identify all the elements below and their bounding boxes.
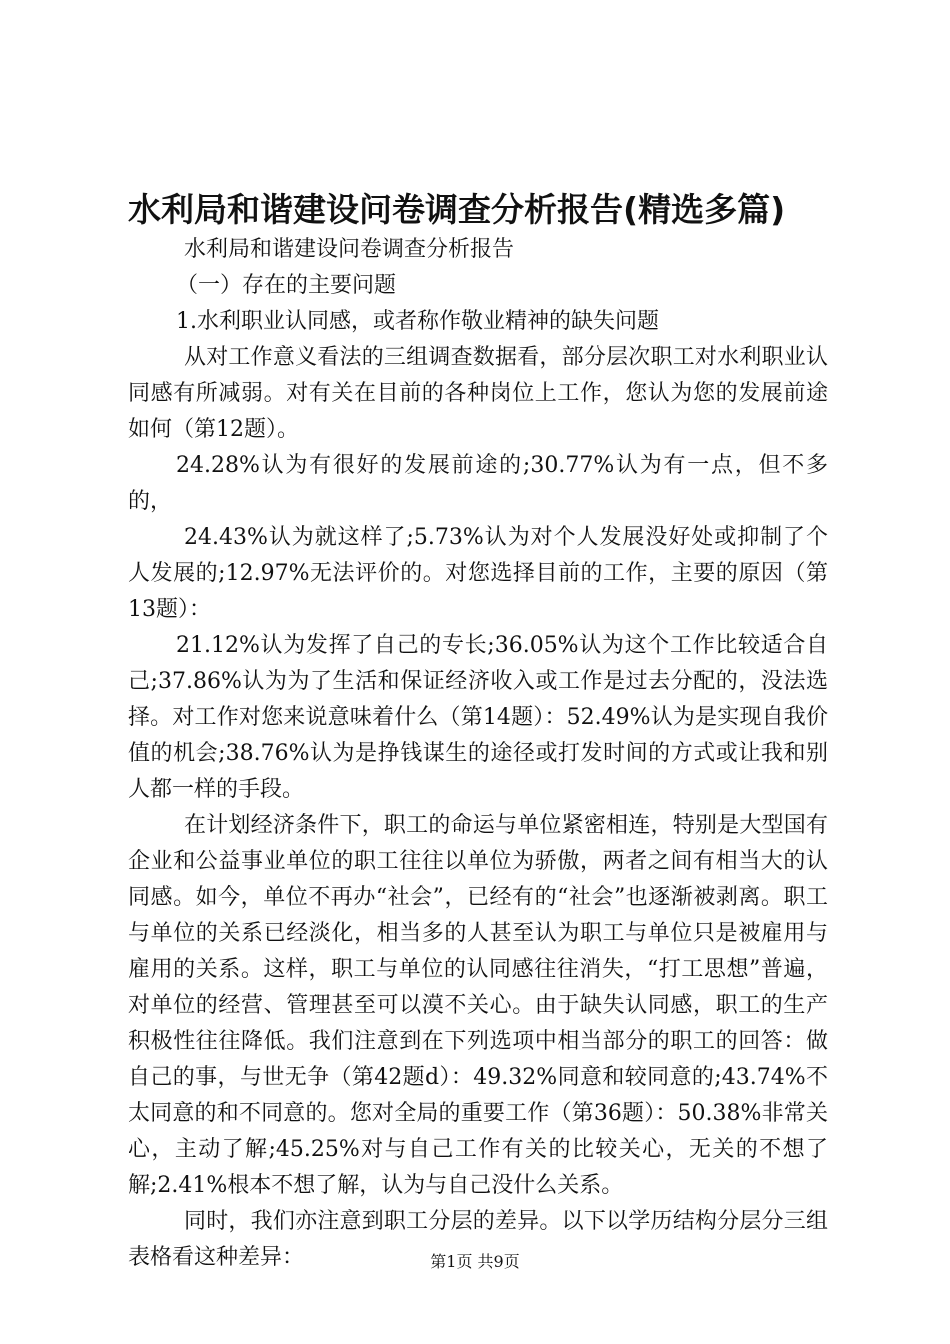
paragraph-subsection-heading: 1.水利职业认同感，或者称作敬业精神的缺失问题 — [176, 309, 659, 334]
paragraph: 24.28%认为有很好的发展前途的;30.77%认为有一点，但不多的， — [128, 453, 828, 514]
paragraph: 在计划经济条件下，职工的命运与单位紧密相连，特别是大型国有企业和公益事业单位的职工往往以单位为骄傲，两者之间有相当大的认同感。如今，单位不再办“社会”，已经有的“社会”也逐渐被剥离。职工与单位的关系已经淡化，相当多的人甚至认为职工与单位只是被雇用与雇用的关系。这样，职工与单位的认同感往往消失，“打工思想”普遍，对单位的经营、管理甚至可以漠不关心。由于缺失认同感，职工的生产积极性往往降低。我们注意到在下列选项中相当部分的职工的回答：做自己的事，与世无争（第42题d）：49.32%同意和较同意的;43.74%不太同意的和不同意的。您对全局的重要工作（第36题）：50.38%非常关心，主动了解;45.25%对与自己工作有关的比较关心，无关的不想了解;2.41%根本不想了解，认为与自己没什么关系。 — [128, 813, 828, 1198]
paragraph-section-heading: （一）存在的主要问题 — [176, 273, 397, 298]
document-body — [128, 232, 828, 1276]
document-title: 水利局和谐建设问卷调查分析报告(精选多篇) — [128, 190, 786, 229]
paragraph: 同时，我们亦注意到职工分层的差异。以下以学历结构分层分三组表格看这种差异： — [128, 1209, 828, 1270]
page-number: 第1页 共9页 — [430, 1252, 520, 1271]
paragraph: 24.43%认为就这样了;5.73%认为对个人发展没好处或抑制了个人发展的;12.97%无法评价的。对您选择目前的工作，主要的原因（第13题）： — [128, 525, 828, 622]
paragraph: 从对工作意义看法的三组调查数据看，部分层次职工对水利职业认同感有所减弱。对有关在目前的各种岗位上工作，您认为您的发展前途如何（第12题）。 — [128, 345, 828, 442]
paragraph-subtitle: 水利局和谐建设问卷调查分析报告 — [184, 237, 515, 262]
paragraph: 21.12%认为发挥了自己的专长;36.05%认为这个工作比较适合自己;37.86%认为为了生活和保证经济收入或工作是过去分配的，没法选择。对工作对您来说意味着什么（第14题）：52.49%认为是实现自我价值的机会;38.76%认为是挣钱谋生的途径或打发时间的方式或让我和别人都一样的手段。 — [128, 633, 828, 802]
